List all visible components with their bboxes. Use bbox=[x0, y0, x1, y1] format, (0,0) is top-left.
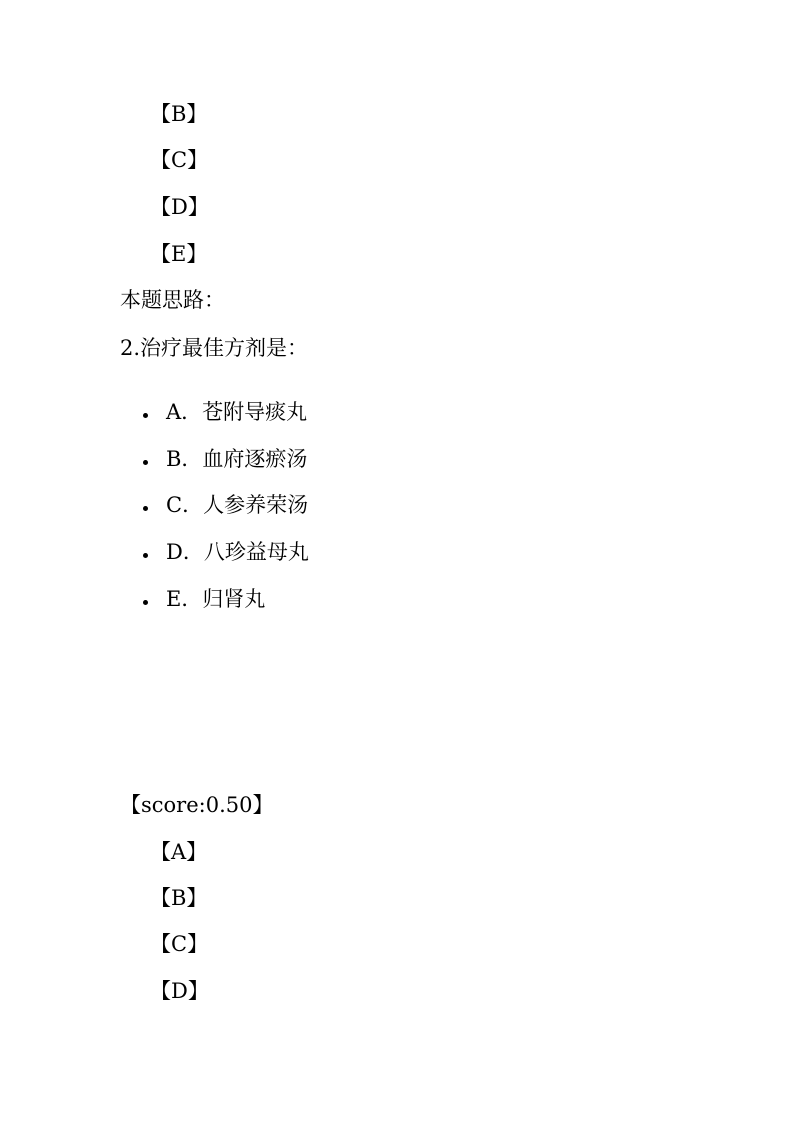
answer-option-c: 【C】 bbox=[150, 932, 209, 956]
choice-item bbox=[143, 585, 265, 613]
choice-text: D．八珍益母丸 bbox=[166, 540, 309, 564]
choice-text: E．归肾丸 bbox=[166, 587, 266, 611]
choice-item bbox=[143, 445, 307, 473]
question-stem: 2.治疗最佳方剂是： bbox=[120, 336, 309, 360]
bullet-icon bbox=[143, 553, 148, 558]
choice-item bbox=[143, 491, 308, 519]
bullet-icon bbox=[143, 460, 148, 465]
answer-option-d: 【D】 bbox=[150, 979, 209, 1003]
bullet-icon bbox=[143, 506, 148, 511]
answer-option-b: 【B】 bbox=[150, 886, 208, 910]
bullet-icon bbox=[143, 600, 148, 605]
choice-text: B．血府逐瘀汤 bbox=[166, 447, 308, 471]
choice-text: C．人参养荣汤 bbox=[166, 493, 309, 517]
choice-item bbox=[143, 398, 307, 426]
answer-option-e: 【E】 bbox=[150, 242, 208, 266]
bullet-icon bbox=[143, 413, 148, 418]
answer-option-a: 【A】 bbox=[150, 840, 208, 864]
analysis-label: 本题思路： bbox=[120, 288, 225, 312]
answer-option-d: 【D】 bbox=[150, 195, 209, 219]
choice-item bbox=[143, 538, 309, 566]
answer-option-c: 【C】 bbox=[150, 148, 209, 172]
answer-option-b: 【B】 bbox=[150, 102, 208, 126]
score-label: 【score:0.50】 bbox=[120, 793, 274, 817]
choice-text: A．苍附导痰丸 bbox=[166, 400, 308, 424]
